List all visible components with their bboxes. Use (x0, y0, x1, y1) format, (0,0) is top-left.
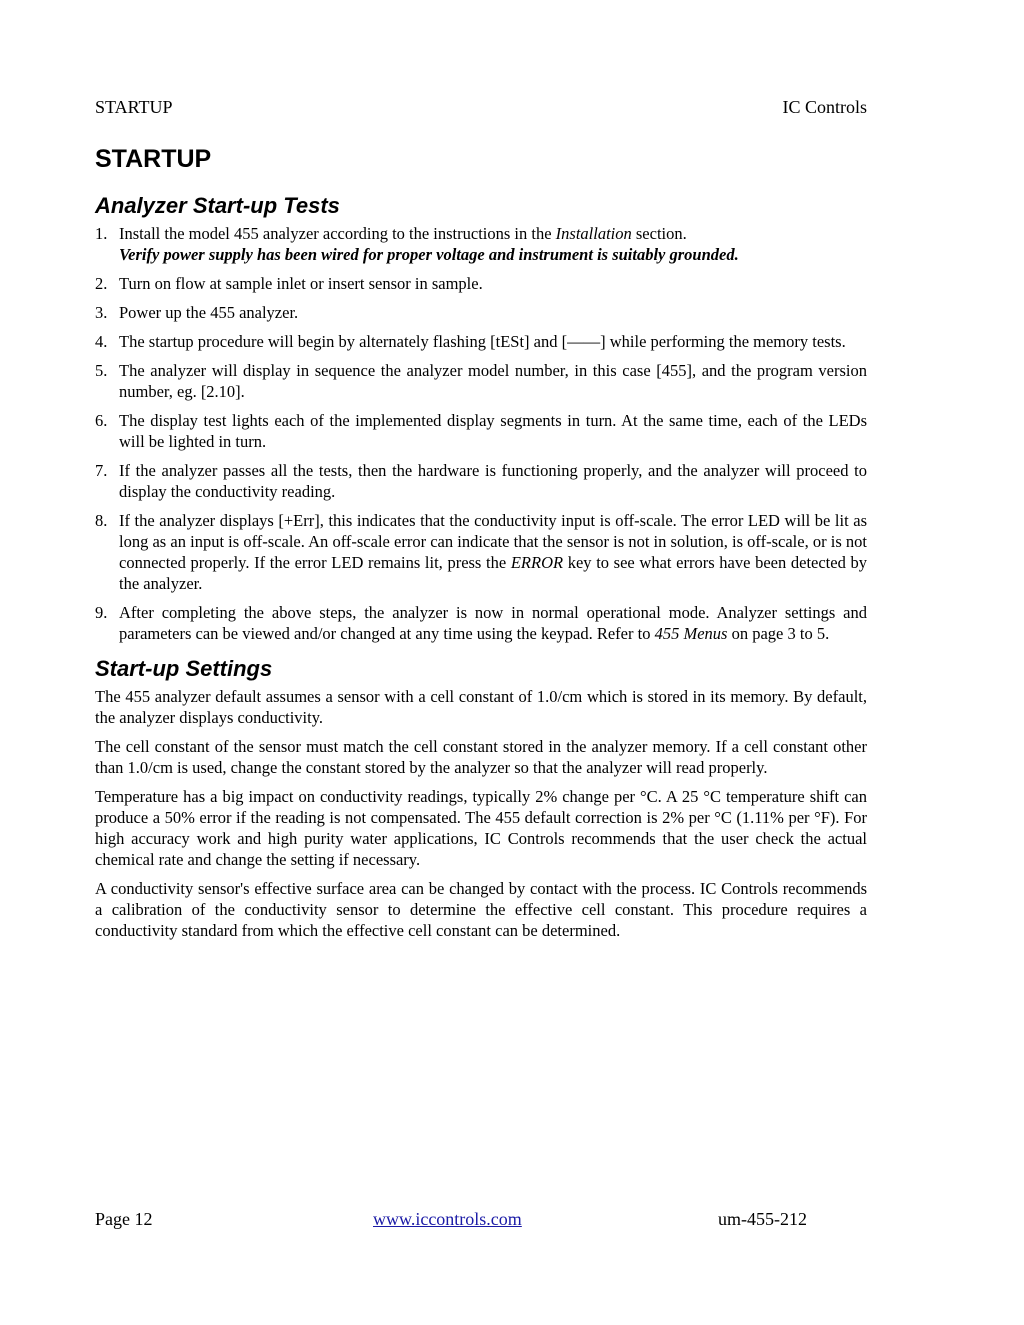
step-number: 8. (95, 511, 108, 530)
step-number: 3. (95, 303, 108, 322)
header-section-name: STARTUP (95, 97, 173, 117)
step-text: Turn on flow at sample inlet or insert sensor in sample. (119, 274, 483, 293)
grounding-warning: Verify power supply has been wired for proper voltage and instrument is suitably grounded. (119, 245, 739, 264)
step-text: section. (631, 224, 687, 243)
page-number: Page 12 (95, 1209, 153, 1229)
section-heading-startup-tests: Analyzer Start-up Tests (95, 193, 340, 218)
page-content (95, 143, 867, 949)
startup-steps-list (95, 223, 867, 644)
step-text: Install the model 455 analyzer according to the instructions in the (119, 224, 556, 243)
list-item (95, 410, 867, 452)
step-text: The display test lights each of the implemented display segments in turn. At the same time, each of the LEDs will be lighted in turn. (119, 411, 867, 451)
step-number: 2. (95, 274, 108, 293)
list-item (95, 460, 867, 502)
step-text: The startup procedure will begin by alternately flashing [tESt] and [——] while performing the memory tests. (119, 332, 846, 351)
step-number: 9. (95, 603, 108, 622)
header-company-name: IC Controls (782, 97, 867, 117)
step-text: After completing the above steps, the analyzer is now in normal operational mode. Analyzer settings and parameters can be viewed and/or changed at any time using the keypad. Refer to (119, 603, 867, 643)
step-emphasis: 455 Menus (654, 624, 728, 643)
section-heading-startup-settings: Start-up Settings (95, 656, 273, 681)
step-number: 4. (95, 332, 108, 351)
page-title: STARTUP (95, 145, 212, 173)
step-number: 7. (95, 461, 108, 480)
list-item (95, 602, 867, 644)
step-text: key to see what errors have been detected by the analyzer. (119, 553, 867, 593)
step-emphasis: Installation (555, 224, 632, 243)
list-item (95, 360, 867, 402)
settings-paragraph: The cell constant of the sensor must match the cell constant stored in the analyzer memory. If a cell constant other than 1.0/cm is used, change the constant stored by the analyzer so that the analyzer will read properly. (95, 737, 867, 777)
step-text: The analyzer will display in sequence the analyzer model number, in this case [455], and the program version number, eg. [2.10]. (119, 361, 867, 401)
step-number: 5. (95, 361, 108, 380)
step-emphasis: ERROR (510, 553, 564, 572)
list-item (95, 331, 867, 352)
settings-paragraph: A conductivity sensor's effective surface area can be changed by contact with the process. IC Controls recommends a calibration of the conductivity sensor to determine the effective cell constant. This procedure requires a conductivity standard from which the effective cell constant can be determined. (95, 879, 867, 940)
document-id: um-455-212 (718, 1209, 807, 1229)
website-link[interactable]: www.iccontrols.com (373, 1209, 522, 1229)
step-text: on page 3 to 5. (727, 624, 830, 643)
step-text: If the analyzer displays [+Err], this indicates that the conductivity input is off-scale. The error LED will be lit as long as an input is off-scale. An off-scale error can indicate that the sensor is not in solution, is off-scale, or is not connected properly. If the error LED remains lit, press the (119, 511, 867, 572)
step-number: 1. (95, 224, 108, 243)
step-number: 6. (95, 411, 108, 430)
list-item (95, 510, 867, 594)
list-item (95, 273, 867, 294)
list-item (95, 223, 867, 265)
step-text: Power up the 455 analyzer. (119, 303, 299, 322)
settings-paragraph: The 455 analyzer default assumes a sensor with a cell constant of 1.0/cm which is stored in its memory. By default, the analyzer displays conductivity. (95, 687, 867, 727)
settings-paragraph: Temperature has a big impact on conductivity readings, typically 2% change per °C. A 25 °C temperature shift can produce a 50% error if the reading is not compensated. The 455 default correction is 2% per °C (1.11% per °F). For high accuracy work and high purity water applications, IC Controls recommends that the user check the actual chemical rate and change the setting if necessary. (95, 787, 867, 869)
list-item (95, 302, 867, 323)
step-text: If the analyzer passes all the tests, then the hardware is functioning properly, and the analyzer will proceed to display the conductivity reading. (119, 461, 867, 501)
